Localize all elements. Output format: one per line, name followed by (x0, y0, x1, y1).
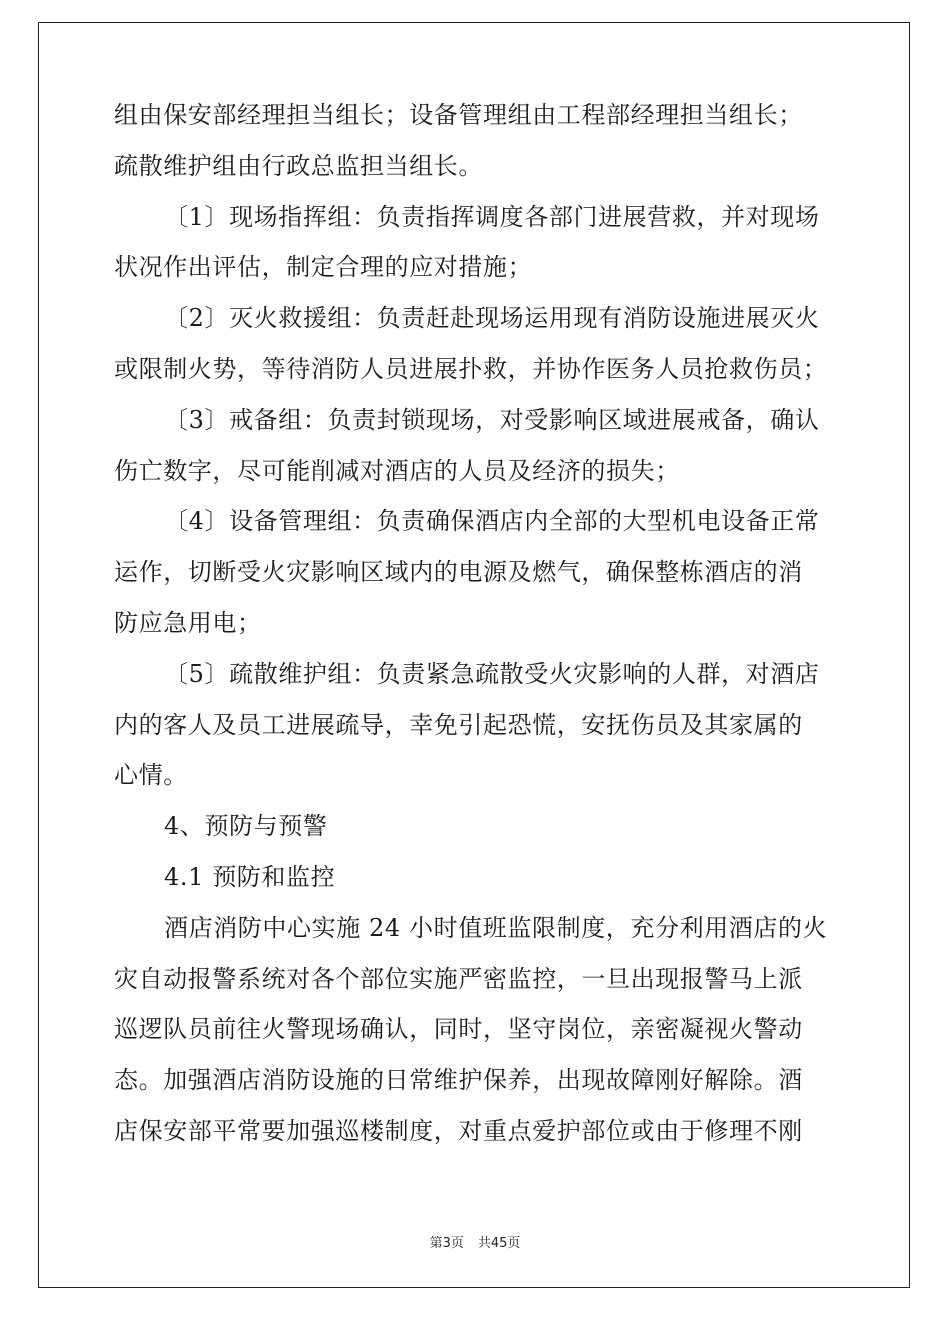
text-line: 状况作出评估，制定合理的应对措施； (114, 253, 533, 282)
text-line: 〔2〕灭火救援组：负责赶赴现场运用现有消防设施进展灭火 (164, 304, 820, 333)
text-line: 运作，切断受火灾影响区域内的电源及燃气，确保整栋酒店的消 (114, 558, 803, 587)
document-body (114, 90, 844, 1157)
text-line: 4.1 预防和监控 (164, 862, 336, 891)
text-line: 组由保安部经理担当组长；设备管理组由工程部经理担当组长； (114, 101, 803, 129)
text-line: 或限制火势，等待消防人员进展扑救，并协作医务人员抢救伤员； (114, 354, 828, 383)
text-line: 〔4〕设备管理组：负责确保酒店内全部的大型机电设备正常 (164, 507, 820, 536)
page-footer (0, 1232, 950, 1251)
text-line: 酒店消防中心实施 24 小时值班监限制度，充分利用酒店的火 (164, 913, 828, 942)
text-line: 疏散维护组由行政总监担当组长。 (114, 151, 483, 180)
text-line: 〔3〕戒备组：负责封锁现场，对受影响区域进展戒备，确认 (164, 405, 820, 434)
text-line: 〔1〕现场指挥组：负责指挥调度各部门进展营救，并对现场 (164, 202, 820, 231)
current-page-number: 第3页 (429, 1236, 464, 1251)
text-line: 伤亡数字，尽可能削减对酒店的人员及经济的损失； (114, 456, 680, 485)
text-line: 4、预防与预警 (164, 812, 328, 841)
text-line: 心情。 (114, 761, 188, 790)
text-line: 内的客人及员工进展疏导，幸免引起恐慌，安抚伤员及其家属的 (114, 710, 803, 739)
text-line: 巡逻队员前往火警现场确认，同时，坚守岗位，亲密凝视火警动 (114, 1015, 803, 1044)
total-page-count: 共45页 (477, 1236, 521, 1251)
text-line: 态。加强酒店消防设施的日常维护保养，出现故障刚好解除。酒 (114, 1066, 803, 1095)
text-line: 〔5〕疏散维护组：负责紧急疏散受火灾影响的人群，对酒店 (164, 659, 820, 688)
text-line: 防应急用电； (114, 608, 262, 637)
text-line: 店保安部平常要加强巡楼制度，对重点爱护部位或由于修理不刚 (114, 1116, 803, 1145)
text-line: 灾自动报警系统对各个部位实施严密监控，一旦出现报警马上派 (114, 964, 803, 993)
